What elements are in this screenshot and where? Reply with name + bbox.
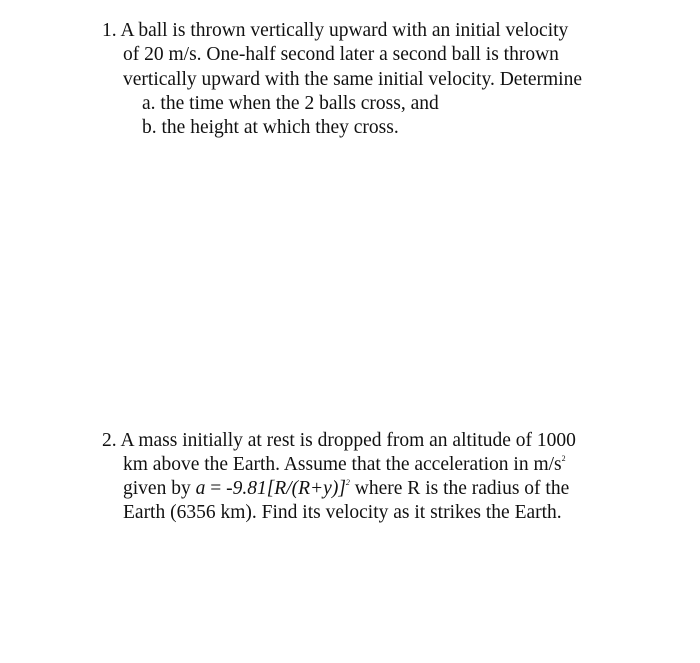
problem-2-line-3 xyxy=(123,477,569,502)
problem-1-number: 1. xyxy=(102,20,117,41)
problem-2-line-1: A mass initially at rest is dropped from an altitude of 1000 xyxy=(120,430,576,451)
part-b-text: the height at which they cross. xyxy=(161,117,399,138)
problem-1-line-3: vertically upward with the same initial velocity. Determine xyxy=(123,69,583,90)
acceleration-variable: a xyxy=(195,478,206,499)
problem-1-part-a xyxy=(142,92,439,117)
equals-sign: = xyxy=(205,478,227,499)
formula-exponent: 2 xyxy=(345,477,350,487)
part-b-label: b. xyxy=(142,117,157,138)
part-a-label: a. xyxy=(142,93,156,114)
units-exponent: 2 xyxy=(561,453,566,463)
problem-2-line-2 xyxy=(123,453,566,478)
part-a-text: the time when the 2 balls cross, and xyxy=(160,93,439,114)
problem-1-part-b xyxy=(142,116,399,141)
line-3-pre: given by xyxy=(123,478,196,499)
problem-1-line-2: of 20 m/s. One-half second later a second ball is thrown xyxy=(123,44,559,65)
problem-2-first-line xyxy=(102,429,576,454)
problem-1-line-1: A ball is thrown vertically upward with an initial velocity xyxy=(120,20,569,41)
problem-2-line-4: Earth (6356 km). Find its velocity as it strikes the Earth. xyxy=(123,502,562,523)
problem-1-first-line xyxy=(102,19,568,44)
line-3-post: where R is the radius of the xyxy=(349,478,570,499)
problem-2-number: 2. xyxy=(102,430,117,451)
acceleration-formula: -9.81[R/(R+y)] xyxy=(226,478,346,499)
line-2-text: km above the Earth. Assume that the acceleration in m/s xyxy=(123,454,562,475)
